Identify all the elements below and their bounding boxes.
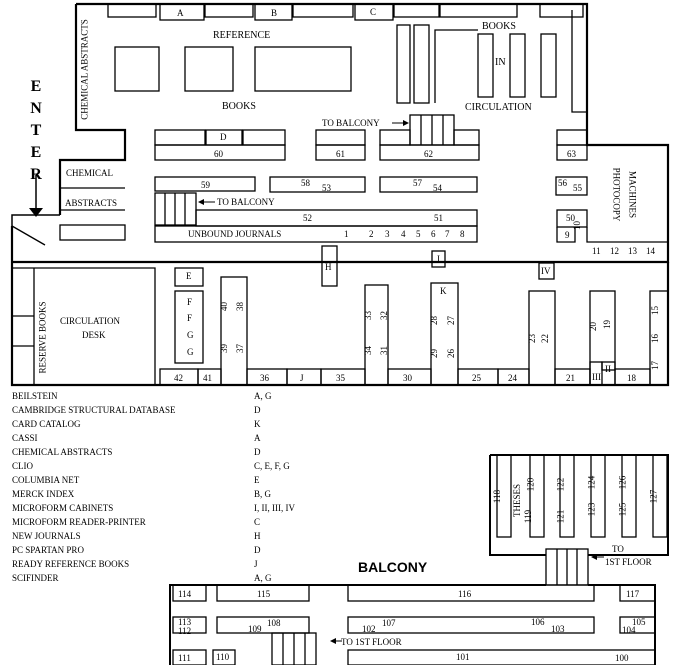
legend-row [12, 503, 342, 517]
legend-row [12, 517, 342, 531]
range-number: 57 [413, 178, 422, 188]
range-number: 60 [214, 149, 223, 159]
range-number: 3 [385, 229, 390, 239]
legend-row [12, 559, 342, 573]
range-number: 105 [632, 617, 646, 627]
legend-row [12, 447, 342, 461]
legend-location: A [254, 433, 261, 443]
range-number: 58 [301, 178, 310, 188]
legend-resource: CLIO [12, 461, 33, 471]
legend-resource: MICROFORM CABINETS [12, 503, 114, 513]
enter-letter: R [30, 166, 42, 183]
books-label: BOOKS [482, 21, 516, 32]
range-number: 2 [369, 229, 374, 239]
legend-resource: CHEMICAL ABSTRACTS [12, 447, 113, 457]
range-number: 53 [322, 183, 331, 193]
enter-letter: E [30, 144, 42, 161]
location-letter: J [300, 373, 304, 383]
unbound-journals-label: UNBOUND JOURNALS [188, 229, 282, 239]
range-number: 14 [646, 246, 655, 256]
location-letter: I [437, 254, 440, 264]
abstracts-label: ABSTRACTS [65, 198, 118, 208]
location-letter: G [187, 330, 194, 340]
range-number: 102 [362, 624, 376, 634]
range-number: 22 [540, 334, 550, 343]
location-letter: A [177, 8, 184, 18]
range-number: 61 [336, 149, 345, 159]
legend-location: I, II, III, IV [254, 503, 295, 513]
location-letter: G [187, 347, 194, 357]
location-letter: II [605, 364, 611, 374]
range-number: 25 [472, 373, 481, 383]
legend-row [12, 489, 342, 503]
legend-location: D [254, 447, 261, 457]
to-first-floor-label: TO 1ST FLOOR [341, 637, 402, 647]
machines-label: MACHINES [627, 170, 638, 218]
range-number: 12 [610, 246, 619, 256]
range-number: 30 [403, 373, 412, 383]
location-letter: B [271, 8, 278, 18]
range-number: 115 [257, 589, 271, 599]
range-number: 35 [336, 373, 345, 383]
legend-resource: MICROFORM READER-PRINTER [12, 517, 146, 527]
range-number: 55 [573, 183, 582, 193]
range-number: 27 [446, 316, 456, 325]
range-number: 18 [627, 373, 636, 383]
location-letter: K [440, 286, 447, 296]
range-number: 36 [260, 373, 269, 383]
legend-row [12, 419, 342, 433]
photocopy-label: PHOTOCOPY [611, 167, 622, 222]
range-number: 40 [219, 302, 229, 311]
legend-resource: NEW JOURNALS [12, 531, 81, 541]
location-letter: F [187, 297, 193, 307]
range-number: 10 [572, 221, 582, 230]
circulation-desk-label: CIRCULATION [60, 316, 120, 326]
legend-resource: CASSI [12, 433, 38, 443]
location-letter: H [325, 262, 332, 272]
range-number: 107 [382, 618, 396, 628]
enter-letter: E [30, 78, 42, 95]
enter-letter: N [30, 100, 42, 117]
reference-label: REFERENCE [213, 30, 271, 41]
legend-resource: PC SPARTAN PRO [12, 545, 84, 555]
range-number: 41 [203, 373, 212, 383]
to-label: TO [612, 544, 624, 554]
range-number: 16 [650, 334, 660, 343]
range-number: 52 [303, 213, 312, 223]
range-number: 63 [567, 149, 576, 159]
legend-location: J [254, 559, 258, 569]
range-number: 33 [363, 311, 373, 320]
range-number: 51 [434, 213, 443, 223]
legend-row [12, 391, 342, 405]
location-letter: F [187, 313, 193, 323]
range-number: 113 [178, 617, 192, 627]
legend-row [12, 475, 342, 489]
legend-location: E [254, 475, 260, 485]
legend-location: A, G [254, 391, 272, 401]
legend-row [12, 573, 342, 587]
range-number: 112 [178, 626, 192, 636]
legend-location: H [254, 531, 261, 541]
range-number: 7 [445, 229, 450, 239]
range-number: 106 [531, 617, 545, 627]
range-number: 50 [566, 213, 575, 223]
range-number: 108 [267, 618, 281, 628]
range-number: 4 [401, 229, 406, 239]
chemical-label: CHEMICAL [66, 168, 113, 178]
legend-location: D [254, 545, 261, 555]
range-number: 37 [235, 344, 245, 353]
range-number: 34 [363, 346, 373, 355]
range-number: 39 [219, 344, 229, 353]
range-number: 121 [555, 509, 566, 524]
legend-location: K [254, 419, 261, 429]
range-number: 5 [416, 229, 421, 239]
legend-row [12, 433, 342, 447]
legend-resource: MERCK INDEX [12, 489, 75, 499]
legend-resource: CAMBRIDGE STRUCTURAL DATABASE [12, 405, 176, 415]
range-number: 8 [460, 229, 465, 239]
location-letter: III [592, 372, 601, 382]
first-floor-label: 1ST FLOOR [605, 557, 652, 567]
location-letter: D [220, 132, 227, 142]
legend-resource: BEILSTEIN [12, 391, 58, 401]
range-number: 20 [588, 322, 598, 331]
range-number: 54 [433, 183, 442, 193]
range-number: 29 [429, 349, 439, 358]
books-label: BOOKS [222, 101, 256, 112]
range-number: 32 [379, 311, 389, 320]
location-letter: E [186, 271, 192, 281]
range-number: 6 [431, 229, 436, 239]
range-number: 124 [586, 475, 597, 490]
range-number: 117 [626, 589, 640, 599]
range-number: 42 [174, 373, 183, 383]
in-label: IN [495, 57, 506, 68]
range-number: 11 [592, 246, 601, 256]
legend-location: C, E, F, G [254, 461, 290, 471]
range-number: 123 [586, 502, 597, 517]
range-number: 110 [216, 652, 230, 662]
range-number: 23 [527, 334, 537, 343]
range-number: 13 [628, 246, 637, 256]
range-number: 109 [248, 624, 262, 634]
range-number: 122 [555, 477, 566, 492]
range-number: 100 [615, 653, 629, 663]
range-number: 118 [492, 489, 503, 504]
enter-sign [29, 76, 43, 186]
range-number: 38 [235, 302, 245, 311]
range-number: 24 [508, 373, 517, 383]
range-number: 56 [558, 178, 567, 188]
location-letter: IV [541, 266, 551, 276]
legend-location: A, G [254, 573, 272, 583]
range-number: 127 [648, 489, 659, 504]
range-number: 19 [602, 320, 612, 329]
balcony-title: BALCONY [358, 559, 428, 575]
range-number: 59 [201, 180, 210, 190]
theses-label: THESES [512, 483, 523, 518]
range-number: 104 [622, 625, 636, 635]
chemical-abstracts-label: CHEMICAL ABSTRACTS [79, 19, 90, 120]
range-number: 103 [551, 624, 565, 634]
legend-row [12, 405, 342, 419]
location-letter: C [370, 7, 377, 17]
legend-resource: CARD CATALOG [12, 419, 81, 429]
legend-resource: SCIFINDER [12, 573, 59, 583]
range-number: 28 [429, 316, 439, 325]
range-number: 9 [565, 230, 570, 240]
legend-row [12, 545, 342, 559]
range-number: 31 [379, 346, 389, 355]
range-number: 126 [617, 475, 628, 490]
legend-location: C [254, 517, 261, 527]
circulation-label: CIRCULATION [465, 102, 532, 113]
enter-letter: T [30, 122, 42, 139]
range-number: 15 [650, 306, 660, 315]
range-number: 101 [456, 652, 470, 662]
range-number: 26 [446, 349, 456, 358]
to-balcony-label: TO BALCONY [322, 118, 380, 128]
range-number: 1 [344, 229, 349, 239]
reserve-books-label: RESERVE BOOKS [37, 301, 48, 374]
range-number: 119 [523, 509, 534, 524]
range-number: 21 [566, 373, 575, 383]
legend-location: D [254, 405, 261, 415]
to-balcony-label: TO BALCONY [217, 197, 275, 207]
legend-resource: COLUMBIA NET [12, 475, 80, 485]
legend-row [12, 461, 342, 475]
circulation-desk-label: DESK [82, 330, 106, 340]
legend-row [12, 531, 342, 545]
range-number: 17 [650, 361, 660, 370]
legend-resource: READY REFERENCE BOOKS [12, 559, 130, 569]
range-number: 111 [178, 653, 191, 663]
range-number: 125 [617, 502, 628, 517]
range-number: 62 [424, 149, 433, 159]
legend-location: B, G [254, 489, 272, 499]
range-number: 120 [525, 477, 536, 492]
range-number: 116 [458, 589, 472, 599]
range-number: 114 [178, 589, 192, 599]
